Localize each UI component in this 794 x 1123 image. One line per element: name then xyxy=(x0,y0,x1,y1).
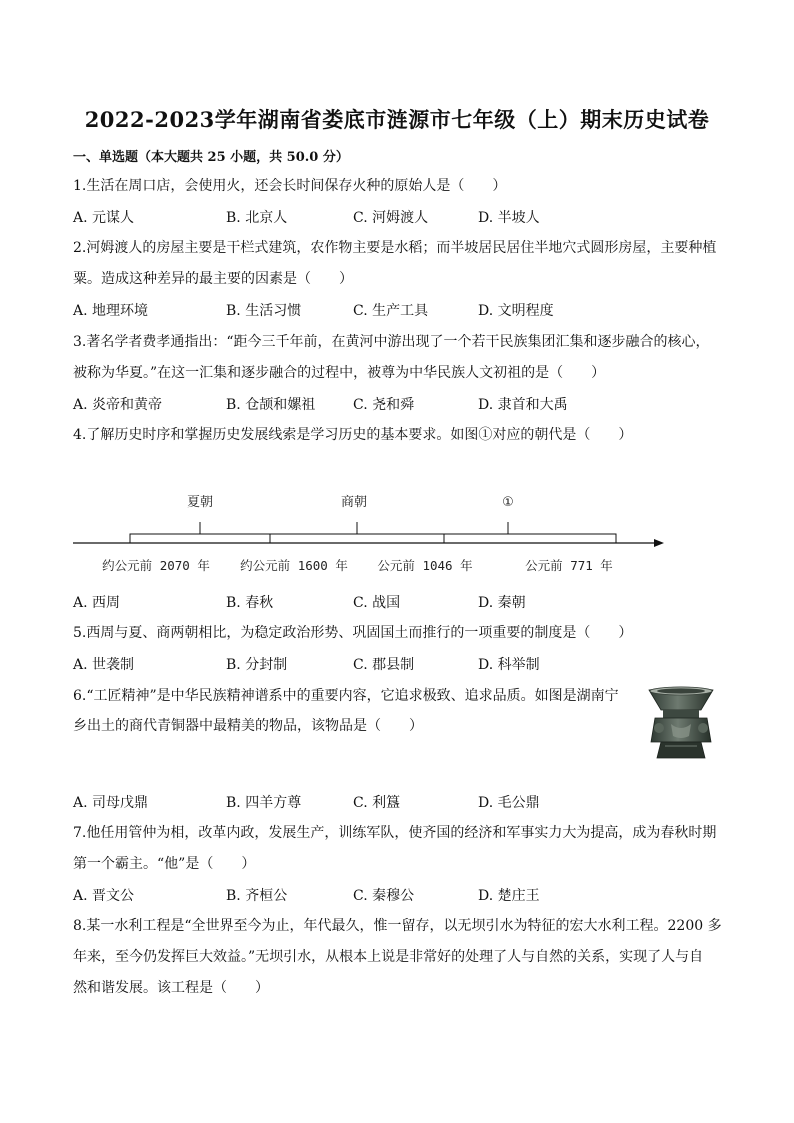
question-3-line-1: 3.著名学者费孝通指出：“距今三千年前，在黄河中游出现了一个若干民族集团汇集和逐步融合的核心， xyxy=(73,334,710,350)
question-6-options xyxy=(73,792,723,812)
question-1-text: 1.生活在周口店，会使用火，还会长时间保存火种的原始人是（ ） xyxy=(73,178,507,194)
option-a: A. 元谋人 xyxy=(73,210,135,226)
date-label-1: 约公元前 2070 年 xyxy=(102,558,210,573)
option-b: B. 北京人 xyxy=(226,210,288,226)
option-d: D. 半坡人 xyxy=(478,210,540,226)
question-8-line-2: 年来，至今仍发挥巨大效益。”无坝引水，从根本上说是非常好的处理了人与自然的关系，实现了人与自 xyxy=(73,949,704,965)
option-a: A. 炎帝和黄帝 xyxy=(73,397,163,413)
option-d: D. 楚庄王 xyxy=(478,888,540,904)
bronze-vessel-image xyxy=(645,684,717,764)
option-b: B. 春秋 xyxy=(226,595,274,611)
question-1-options xyxy=(73,207,723,227)
question-4-options xyxy=(73,592,723,612)
option-d: D. 科举制 xyxy=(478,657,540,673)
page-title: 2022-2023学年湖南省娄底市涟源市七年级（上）期末历史试卷 xyxy=(84,107,710,132)
bracket-period-1 xyxy=(444,534,616,543)
question-5-options xyxy=(73,654,723,674)
bronze-vessel-icon xyxy=(645,684,717,764)
option-b: B. 生活习惯 xyxy=(226,303,302,319)
option-d: D. 秦朝 xyxy=(478,595,526,611)
question-6-line-2: 乡出土的商代青铜器中最精美的物品，该物品是（ ） xyxy=(73,718,423,734)
option-b: B. 四羊方尊 xyxy=(226,795,302,811)
bracket-shang xyxy=(270,534,444,543)
option-c: C. 秦穆公 xyxy=(353,888,415,904)
question-8-line-1: 8.某一水利工程是“全世界至今为止，年代最久，惟一留存，以无坝引水为特征的宏大水利工程。2200 多 xyxy=(73,918,722,934)
option-c: C. 河姆渡人 xyxy=(353,210,429,226)
option-a: A. 晋文公 xyxy=(73,888,135,904)
option-b: B. 仓颉和嫘祖 xyxy=(226,397,316,413)
option-d: D. 毛公鼎 xyxy=(478,795,540,811)
question-3-line-2: 被称为华夏。”在这一汇集和逐步融合的过程中，被尊为中华民族人文初祖的是（ ） xyxy=(73,365,606,381)
option-a: A. 西周 xyxy=(73,595,121,611)
option-b: B. 分封制 xyxy=(226,657,288,673)
timeline-figure xyxy=(70,488,670,580)
question-6-line-1: 6.“工匠精神”是中华民族精神谱系中的重要内容，它追求极致、追求品质。如图是湖南宁 xyxy=(73,688,619,704)
section-heading: 一、单选题（本大题共 25 小题，共 50.0 分） xyxy=(73,150,349,165)
question-4-text: 4.了解历史时序和掌握历史发展线索是学习历史的基本要求。如图①对应的朝代是（ ） xyxy=(73,427,633,443)
date-label-2: 约公元前 1600 年 xyxy=(240,558,348,573)
option-c: C. 生产工具 xyxy=(353,303,429,319)
option-d: D. 文明程度 xyxy=(478,303,554,319)
question-5-text: 5.西周与夏、商两朝相比，为稳定政治形势、巩固国土而推行的一项重要的制度是（ ） xyxy=(73,625,633,641)
question-2-line-2: 粟。造成这种差异的最主要的因素是（ ） xyxy=(73,271,353,287)
option-a: A. 地理环境 xyxy=(73,303,149,319)
question-2-line-1: 2.河姆渡人的房屋主要是干栏式建筑，农作物主要是水稻；而半坡居民居住半地穴式圆形房屋，主要种植 xyxy=(73,240,717,256)
period-label-shang: 商朝 xyxy=(340,495,368,510)
option-a: A. 世袭制 xyxy=(73,657,135,673)
question-2-options xyxy=(73,300,723,320)
question-7-options xyxy=(73,885,723,905)
option-b: B. 齐桓公 xyxy=(226,888,288,904)
timeline-arrowhead xyxy=(654,539,664,547)
period-label-xia: 夏朝 xyxy=(186,495,214,510)
question-7-line-1: 7.他任用管仲为相，改革内政，发展生产，训练军队，使齐国的经济和军事实力大为提高，成为春秋时期 xyxy=(73,825,717,841)
option-d: D. 隶首和大禹 xyxy=(478,397,568,413)
option-a: A. 司母戊鼎 xyxy=(73,795,149,811)
date-label-4: 公元前 771 年 xyxy=(525,558,613,573)
period-label-1: ① xyxy=(502,495,514,510)
bracket-xia xyxy=(130,534,270,543)
dynasty-timeline xyxy=(70,488,670,580)
question-3-options xyxy=(73,394,723,414)
question-7-line-2: 第一个霸主。“他”是（ ） xyxy=(73,856,256,872)
option-c: C. 尧和舜 xyxy=(353,397,415,413)
option-c: C. 战国 xyxy=(353,595,401,611)
option-c: C. 利簋 xyxy=(353,795,401,811)
date-label-3: 公元前 1046 年 xyxy=(377,558,473,573)
option-c: C. 郡县制 xyxy=(353,657,415,673)
question-8-line-3: 然和谐发展。该工程是（ ） xyxy=(73,980,269,996)
